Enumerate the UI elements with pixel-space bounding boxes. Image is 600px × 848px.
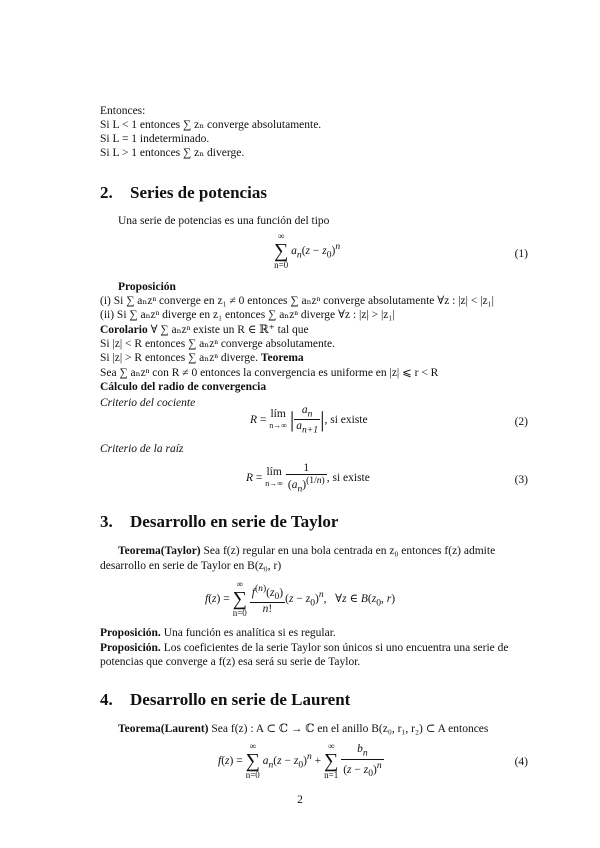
equation-3-body: R = lím n→∞ $\frac{1}{(a_n)^{(1/n)}}$ , si existe: [246, 462, 370, 495]
corolario-line: [100, 323, 309, 337]
equation-4-number: (4): [514, 756, 528, 768]
equation-3-suffix: , si existe: [326, 472, 370, 485]
section-4-number: 4.: [100, 690, 113, 709]
corolario-a: Si |z| < R entonces ∑ aₙzⁿ converge absolutamente.: [100, 338, 335, 350]
section-2-number: 2.: [100, 183, 113, 202]
section-2-title: Series de potencias: [130, 183, 267, 202]
page-number: 2: [297, 794, 303, 806]
intro-line-3: Si L > 1 entonces ∑ zₙ diverge.: [100, 147, 245, 159]
teorema-label: Teorema: [260, 352, 304, 364]
proposition-title: Proposición: [118, 281, 176, 293]
section-2-intro: Una serie de potencias es una función del tipo: [118, 215, 330, 227]
taylor-theorem-line-2: desarrollo en serie de Taylor en B(z₀, r): [100, 560, 282, 572]
proposition-i: (i) Si ∑ aₙzⁿ converge en z₁ ≠ 0 entonces ∑ aₙzⁿ converge absolutamente ∀z : |z| < |z₁|: [100, 295, 494, 307]
uniform-convergence: Sea ∑ aₙzⁿ con R ≠ 0 entonces la convergencia es uniforme en |z| ⩽ r < R: [100, 367, 439, 379]
section-3-heading: [100, 512, 338, 532]
section-4-title: Desarrollo en serie de Laurent: [130, 690, 351, 709]
sum-symbol: ∞ ∑ n=0: [274, 231, 289, 270]
taylor-equation-body: f(z) = ∞ ∑ n=0 $\frac{f^{(n)}(z_0)}{n!}$ $(z - z_0)^n$, ∀z ∈ $B(z_0$, r): [205, 579, 396, 618]
equation-4-body: f(z) = ∞ ∑ n=0 $a_n(z - z_0)^n$ + ∞ ∑ n=1 $\frac{b_n}{(z - z_0)^n}$: [218, 741, 382, 780]
equation-1-number: (1): [514, 248, 528, 260]
intro-entonces: Entonces:: [100, 105, 146, 117]
radius-calculation-heading: Cálculo del radio de convergencia: [100, 381, 267, 393]
proposition-unique-label: Proposición.: [100, 642, 161, 654]
ratio-criterion-label: Criterio del cociente: [100, 397, 196, 409]
equation-2-body: R = lím n→∞ | $\frac{a_n}{a_{n+1}}$ |, si existe: [250, 404, 368, 436]
sum-symbol: ∞ ∑ n=0: [232, 579, 247, 618]
proposition-unique-text: Los coeficientes de la serie Taylor son únicos si uno encuentra una serie de: [160, 642, 509, 654]
sum-symbol: ∞ ∑ n=1: [324, 741, 339, 780]
corolario-label: Corolario: [100, 324, 148, 336]
equation-3-number: (3): [514, 474, 528, 486]
root-criterion-label: Criterio de la raíz: [100, 443, 184, 455]
intro-line-1: Si L < 1 entonces ∑ zₙ converge absolutamente.: [100, 119, 322, 131]
proposition-analytic-text: Una función es analítica si es regular.: [160, 627, 336, 639]
laurent-theorem-line: [118, 722, 488, 736]
section-2-heading: [100, 183, 267, 203]
taylor-theorem-text: Sea f(z) regular en una bola centrada en z₀ entonces f(z) admite: [200, 545, 496, 557]
laurent-theorem-label: Teorema(Laurent): [118, 723, 209, 735]
corolario-b: Si |z| > R entonces ∑ aₙzⁿ diverge.: [100, 352, 261, 364]
equation-1-body: ∞ ∑ n=0 $a_n(z - z_0)^n$: [274, 231, 341, 270]
section-3-number: 3.: [100, 512, 113, 531]
section-4-heading: [100, 690, 350, 710]
corolario-b-line: [100, 351, 304, 365]
proposition-unique-1: [100, 641, 509, 655]
section-3-title: Desarrollo en serie de Taylor: [130, 512, 339, 531]
sum-symbol: ∞ ∑ n=0: [245, 741, 260, 780]
laurent-theorem-text: Sea f(z) : A ⊂ ℂ → ℂ en el anillo B(z₀, r₁, r₂) ⊂ A entonces: [208, 723, 489, 735]
equation-2-suffix: , si existe: [324, 413, 368, 426]
taylor-theorem-line-1: [118, 544, 495, 558]
taylor-theorem-label: Teorema(Taylor): [118, 545, 201, 557]
intro-line-2: Si L = 1 indeterminado.: [100, 133, 210, 145]
proposition-ii: (ii) Si ∑ aₙzⁿ diverge en z₁ entonces ∑ aₙzⁿ diverge ∀z : |z| > |z₁|: [100, 309, 395, 321]
corolario-text: ∀ ∑ aₙzⁿ existe un R ∈ ℝ⁺ tal que: [147, 324, 309, 336]
proposition-unique-2: potencias que converge a f(z) esa será su serie de Taylor.: [100, 656, 361, 668]
proposition-analytic-label: Proposición.: [100, 627, 161, 639]
proposition-analytic: [100, 626, 336, 640]
equation-2-number: (2): [514, 416, 528, 428]
